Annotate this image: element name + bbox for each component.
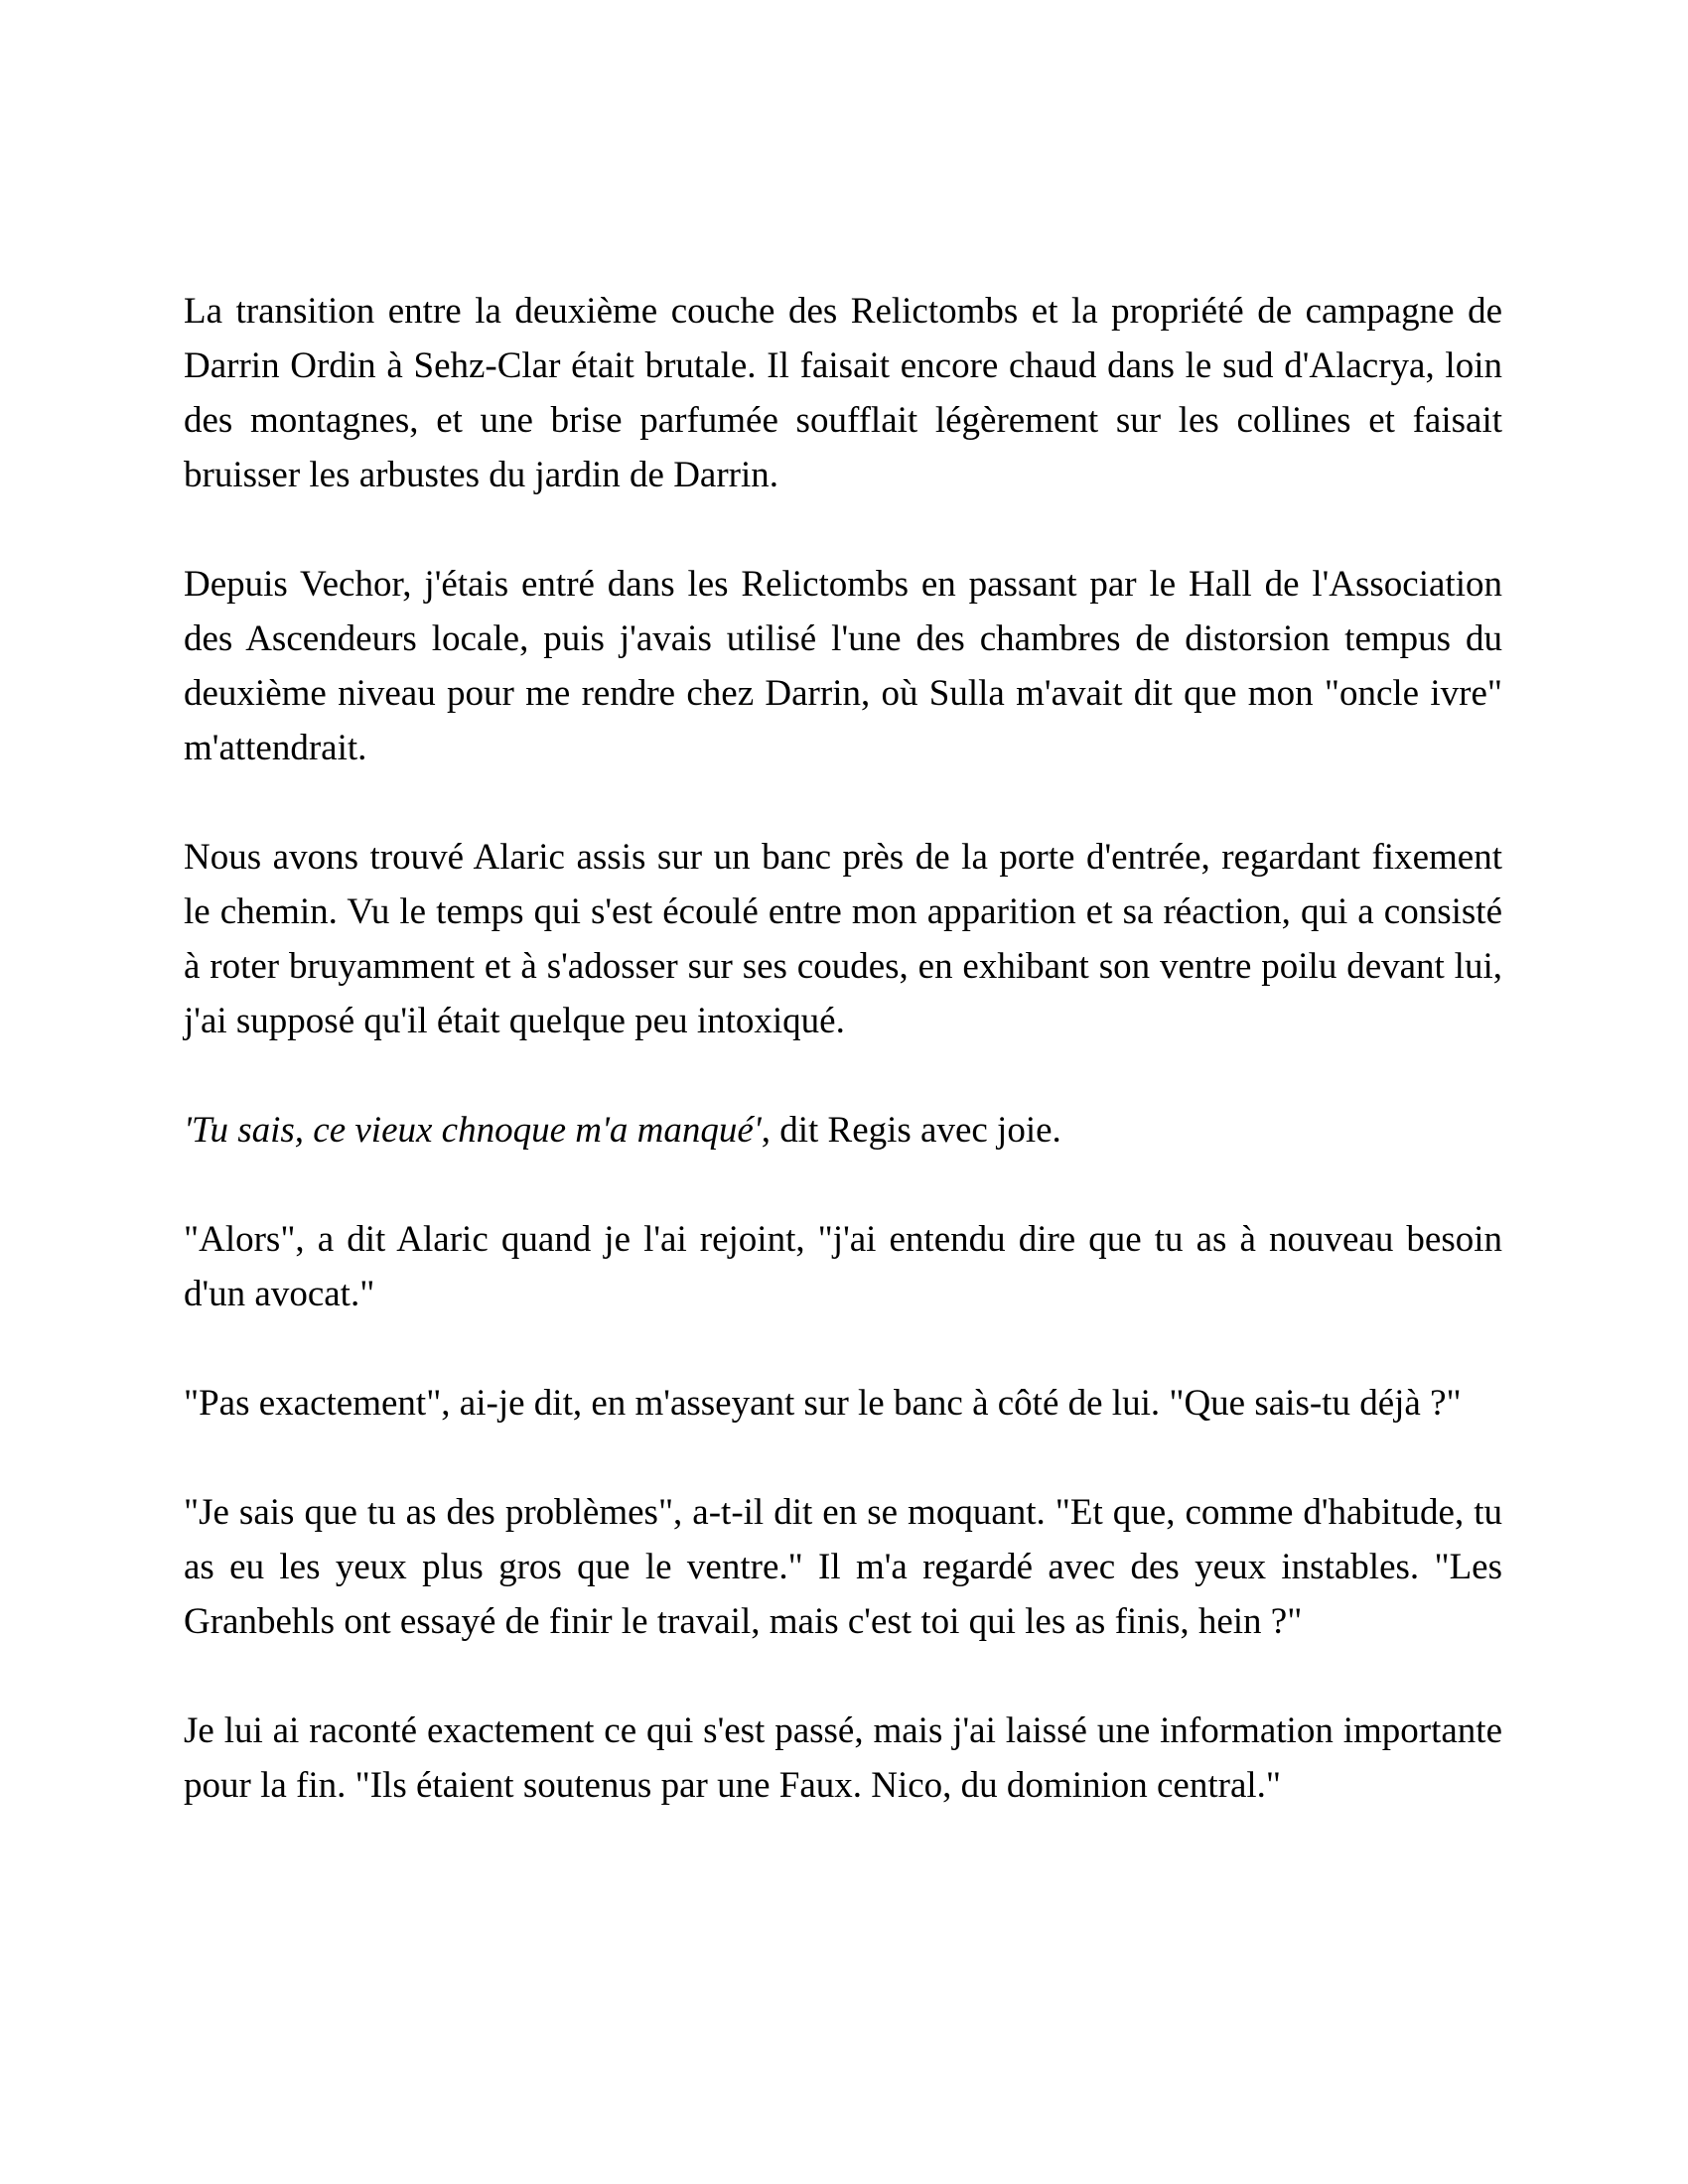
paragraph-dialogue-faux: Je lui ai raconté exactement ce qui s'est passé, mais j'ai laissé une information importante pour la fin. "Ils étaient soutenus par une Faux. Nico, du dominion central." xyxy=(184,1710,1502,1806)
paragraph-dialogue-problemes: "Je sais que tu as des problèmes", a-t-il dit en se moquant. "Et que, comme d'habitude, tu as eu les yeux plus gros que le ventre." Il m'a regardé avec des yeux instables. "Les Granbehls ont essayé de finir le travail, mais c'est toi qui les as finis, hein ?" xyxy=(184,1492,1502,1642)
regis-thought-italic: 'Tu sais, ce vieux chnoque m'a manqué' xyxy=(184,1110,762,1151)
paragraph-alaric-found: Nous avons trouvé Alaric assis sur un banc près de la porte d'entrée, regardant fixement le chemin. Vu le temps qui s'est écoulé entre mon apparition et sa réaction, qui a consisté à roter bruyamment et à s'adosser sur ses coudes, en exhibant son ventre poilu devant lui, j'ai supposé qu'il était quelque peu intoxiqué. xyxy=(184,837,1502,1041)
paragraph-regis-thought xyxy=(184,1103,1502,1158)
regis-thought-attribution: , dit Regis avec joie. xyxy=(761,1110,1061,1151)
paragraph-arrival: La transition entre la deuxième couche des Relictombs et la propriété de campagne de Darrin Ordin à Sehz-Clar était brutale. Il faisait encore chaud dans le sud d'Alacrya, loin des montagnes, et une brise parfumée soufflait légèrement sur les collines et faisait bruisser les arbustes du jardin de Darrin. xyxy=(184,291,1502,495)
paragraph-journey: Depuis Vechor, j'étais entré dans les Relictombs en passant par le Hall de l'Association des Ascendeurs locale, puis j'avais utilisé l'une des chambres de distorsion tempus du deuxième niveau pour me rendre chez Darrin, où Sulla m'avait dit que mon "oncle ivre" m'attendrait. xyxy=(184,564,1502,768)
paragraph-dialogue-alors: "Alors", a dit Alaric quand je l'ai rejoint, "j'ai entendu dire que tu as à nouveau besoin d'un avocat." xyxy=(184,1219,1502,1314)
paragraph-dialogue-pas-exactement: "Pas exactement", ai-je dit, en m'asseyant sur le banc à côté de lui. "Que sais-tu déjà ?" xyxy=(184,1383,1462,1424)
document-body xyxy=(184,284,1502,1813)
